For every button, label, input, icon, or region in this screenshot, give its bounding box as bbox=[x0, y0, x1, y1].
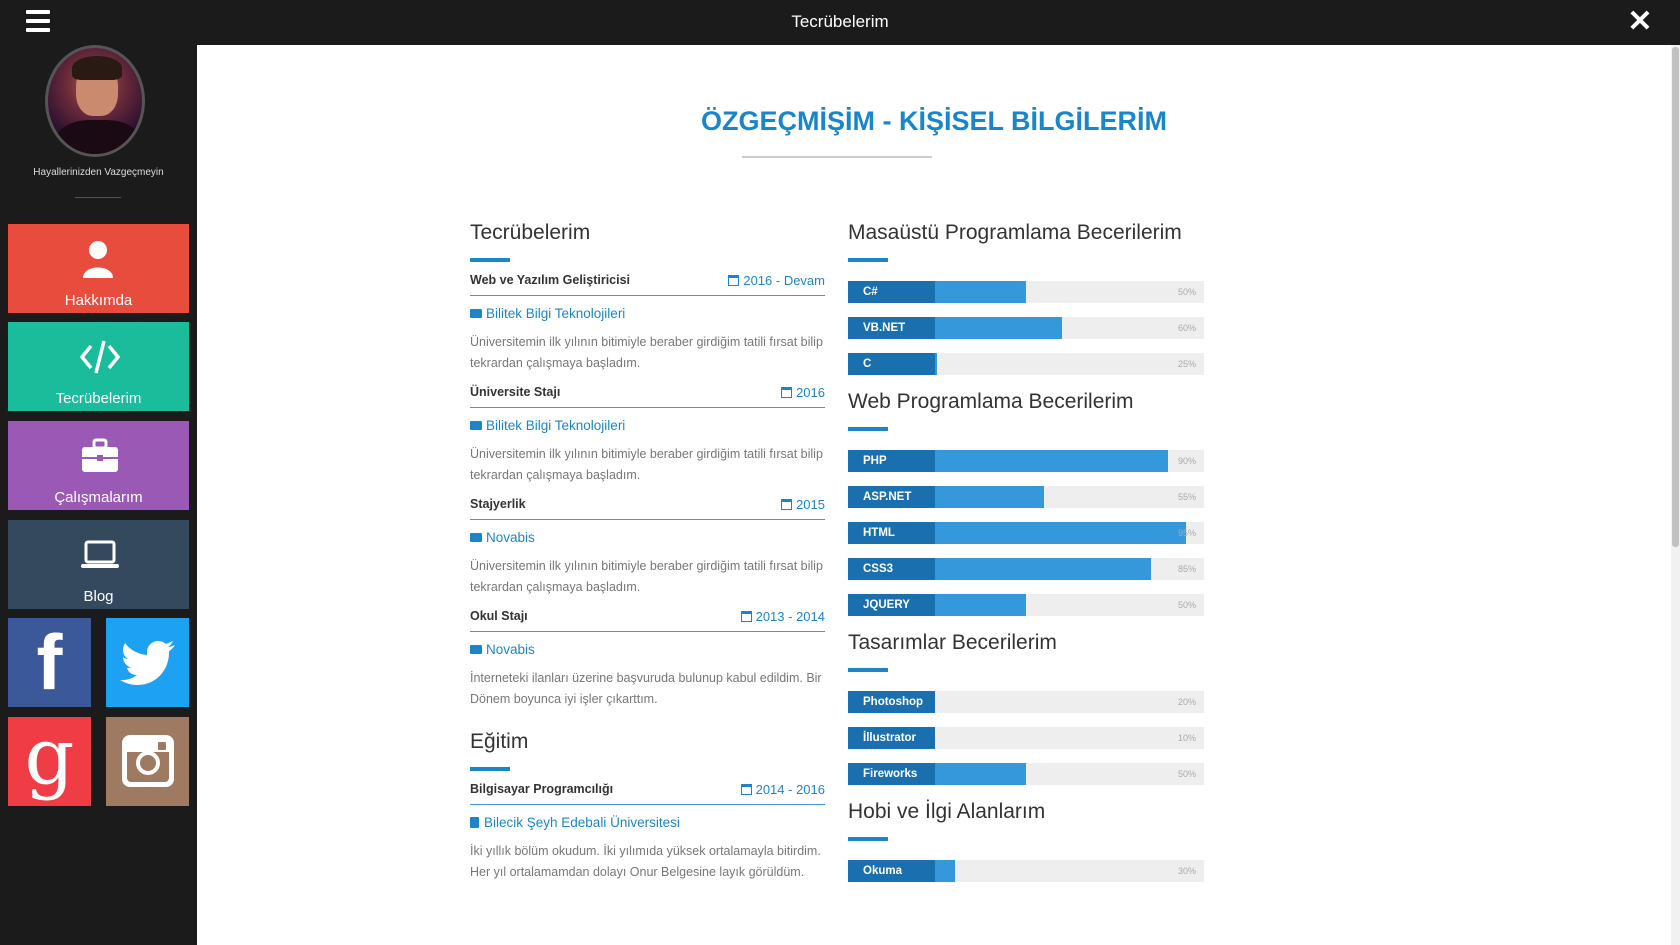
timeline-item-header bbox=[470, 486, 825, 520]
date-text: 2013 - 2014 bbox=[755, 609, 825, 624]
skill-progress-bar bbox=[848, 594, 1204, 616]
role-title: Okul Stajı bbox=[470, 609, 528, 623]
timeline-item bbox=[470, 374, 825, 486]
company-link[interactable] bbox=[470, 306, 825, 322]
twitter-button[interactable] bbox=[106, 618, 189, 707]
skill-progress-bar bbox=[848, 353, 1204, 375]
sidebar-item-works[interactable] bbox=[8, 421, 189, 510]
company-link[interactable] bbox=[470, 815, 825, 831]
skill-group-heading: Web Programlama Becerilerim bbox=[848, 390, 1134, 413]
briefcase-icon bbox=[470, 645, 482, 654]
section-underline bbox=[848, 258, 888, 262]
page-header-title: Tecrübelerim bbox=[791, 12, 889, 31]
skill-percent: 60% bbox=[1177, 323, 1196, 333]
calendar-icon bbox=[781, 499, 792, 510]
role-title: Web ve Yazılım Geliştiricisi bbox=[470, 273, 631, 287]
role-title: Üniversite Stajı bbox=[470, 385, 561, 399]
calendar-icon bbox=[728, 275, 739, 286]
sidebar-item-label: Hakkımda bbox=[64, 292, 133, 309]
briefcase-icon bbox=[470, 421, 482, 430]
item-description: Üniversitemin ilk yılının bitimiyle beraber girdiğim tatili fırsat bilip tekrardan çalışmaya başladım. bbox=[470, 447, 823, 482]
skill-percent: 50% bbox=[1177, 600, 1196, 610]
skill-percent: 95% bbox=[1177, 528, 1196, 538]
timeline-item bbox=[470, 598, 825, 710]
company-link[interactable] bbox=[470, 530, 825, 546]
sidebar-item-label: Tecrübelerim bbox=[55, 390, 142, 407]
company-link[interactable] bbox=[470, 418, 825, 434]
code-icon bbox=[80, 338, 120, 376]
skill-name: C# bbox=[848, 281, 935, 303]
user-icon bbox=[80, 240, 116, 280]
sidebar-item-label: Blog bbox=[83, 588, 114, 605]
skill-name: PHP bbox=[848, 450, 935, 472]
calendar-icon bbox=[741, 611, 752, 622]
facebook-button[interactable] bbox=[8, 618, 91, 707]
role-title: Stajyerlik bbox=[470, 497, 526, 511]
date-range bbox=[741, 609, 825, 624]
company-name: Novabis bbox=[486, 530, 535, 545]
date-text: 2015 bbox=[796, 497, 825, 512]
briefcase-icon bbox=[470, 309, 482, 318]
sidebar-item-label: Çalışmalarım bbox=[54, 489, 143, 506]
close-icon[interactable]: ✕ bbox=[1627, 5, 1653, 38]
skill-progress-bar bbox=[848, 522, 1204, 544]
skills-column bbox=[848, 220, 1204, 896]
instagram-button[interactable] bbox=[106, 717, 189, 806]
role-title: Bilgisayar Programcılığı bbox=[470, 782, 614, 796]
instagram-icon bbox=[120, 733, 176, 789]
company-name: Bilecik Şeyh Edebali Üniversitesi bbox=[484, 815, 680, 830]
experience-column bbox=[470, 220, 825, 883]
sidebar-item-about[interactable] bbox=[8, 224, 189, 313]
skill-name: Okuma bbox=[848, 860, 935, 882]
skill-progress-bar bbox=[848, 486, 1204, 508]
skill-progress-bar bbox=[848, 763, 1204, 785]
skill-percent: 50% bbox=[1177, 769, 1196, 779]
skill-percent: 30% bbox=[1177, 866, 1196, 876]
education-heading: Eğitim bbox=[470, 730, 529, 753]
date-range bbox=[781, 385, 825, 400]
skill-name: VB.NET bbox=[848, 317, 935, 339]
google-icon: g bbox=[24, 712, 75, 802]
sidebar-divider bbox=[75, 197, 121, 198]
date-range bbox=[781, 497, 825, 512]
facebook-icon: f bbox=[36, 618, 63, 706]
page-title: ÖZGEÇMİŞİM - KİŞİSEL BİLGİLERİM bbox=[700, 106, 1167, 136]
skill-name: Fireworks bbox=[848, 763, 935, 785]
calendar-icon bbox=[741, 784, 752, 795]
top-bar bbox=[0, 0, 1680, 45]
skill-percent: 10% bbox=[1177, 733, 1196, 743]
scrollbar-thumb[interactable] bbox=[1672, 47, 1679, 547]
item-description: İki yıllık bölüm okudum. İki yılımıda yüksek ortalamayla bitirdim. Her yıl ortalamamdan dolayı Onur Belgesine layık görüldüm. bbox=[470, 844, 821, 879]
skill-group-heading: Masaüstü Programlama Becerilerim bbox=[848, 221, 1182, 244]
skill-group-heading: Tasarımlar Becerilerim bbox=[848, 631, 1057, 654]
skill-name: JQUERY bbox=[848, 594, 935, 616]
skill-name: Photoshop bbox=[848, 691, 935, 713]
skill-progress-bar bbox=[848, 281, 1204, 303]
sidebar-slogan: Hayallerinizden Vazgeçmeyin bbox=[33, 167, 164, 178]
skill-progress-bar bbox=[848, 558, 1204, 580]
section-underline bbox=[848, 837, 888, 841]
experience-heading: Tecrübelerim bbox=[470, 221, 591, 244]
skill-progress-bar bbox=[848, 727, 1204, 749]
google-plus-button[interactable] bbox=[8, 712, 91, 806]
briefcase-icon bbox=[470, 533, 482, 542]
twitter-icon bbox=[120, 640, 176, 686]
briefcase-icon bbox=[80, 437, 120, 475]
company-name: Bilitek Bilgi Teknolojileri bbox=[486, 306, 626, 321]
skill-percent: 85% bbox=[1177, 564, 1196, 574]
timeline-item bbox=[470, 262, 825, 374]
skill-progress-bar bbox=[848, 317, 1204, 339]
item-description: İnterneteki ilanları üzerine başvuruda bulunup kabul edildim. Bir Dönem boyunca iyi işler çıkarttım. bbox=[470, 671, 822, 706]
date-text: 2014 - 2016 bbox=[755, 782, 825, 797]
sidebar-item-blog[interactable] bbox=[8, 520, 189, 609]
date-text: 2016 - Devam bbox=[743, 273, 825, 288]
timeline-item-header bbox=[470, 262, 825, 296]
calendar-icon bbox=[781, 387, 792, 398]
skill-percent: 50% bbox=[1177, 287, 1196, 297]
skill-percent: 90% bbox=[1177, 456, 1196, 466]
item-description: Üniversitemin ilk yılının bitimiyle beraber girdiğim tatili fırsat bilip tekrardan çalışmaya başladım. bbox=[470, 559, 823, 594]
timeline-item-header bbox=[470, 771, 825, 805]
timeline-item-header bbox=[470, 598, 825, 632]
skill-name: İllustrator bbox=[848, 727, 935, 749]
avatar bbox=[45, 45, 145, 157]
skill-progress-bar bbox=[848, 691, 1204, 713]
company-name: Novabis bbox=[486, 642, 535, 657]
title-divider bbox=[742, 156, 932, 158]
skill-progress-bar bbox=[848, 450, 1204, 472]
main-content bbox=[197, 45, 1671, 945]
section-underline bbox=[848, 427, 888, 431]
scrollbar[interactable] bbox=[1671, 45, 1680, 945]
date-text: 2016 bbox=[796, 385, 825, 400]
skill-name: C bbox=[848, 353, 935, 375]
date-range bbox=[741, 782, 825, 797]
skill-name: ASP.NET bbox=[848, 486, 935, 508]
skill-name: HTML bbox=[848, 522, 935, 544]
item-description: Üniversitemin ilk yılının bitimiyle beraber girdiğim tatili fırsat bilip tekrardan çalışmaya başladım. bbox=[470, 335, 823, 370]
timeline-item bbox=[470, 771, 825, 883]
laptop-icon bbox=[80, 536, 120, 574]
skill-percent: 25% bbox=[1177, 359, 1196, 369]
skill-group-heading: Hobi ve İlgi Alanlarım bbox=[848, 800, 1046, 823]
company-link[interactable] bbox=[470, 642, 825, 658]
timeline-item bbox=[470, 486, 825, 598]
sidebar bbox=[0, 45, 197, 945]
book-icon bbox=[470, 817, 479, 828]
skill-percent: 20% bbox=[1177, 697, 1196, 707]
timeline-item-header bbox=[470, 374, 825, 408]
sidebar-item-experience[interactable] bbox=[8, 322, 189, 411]
skill-progress-bar bbox=[848, 860, 1204, 882]
skill-percent: 55% bbox=[1177, 492, 1196, 502]
date-range bbox=[728, 273, 825, 288]
section-underline bbox=[848, 668, 888, 672]
skill-name: CSS3 bbox=[848, 558, 935, 580]
company-name: Bilitek Bilgi Teknolojileri bbox=[486, 418, 626, 433]
